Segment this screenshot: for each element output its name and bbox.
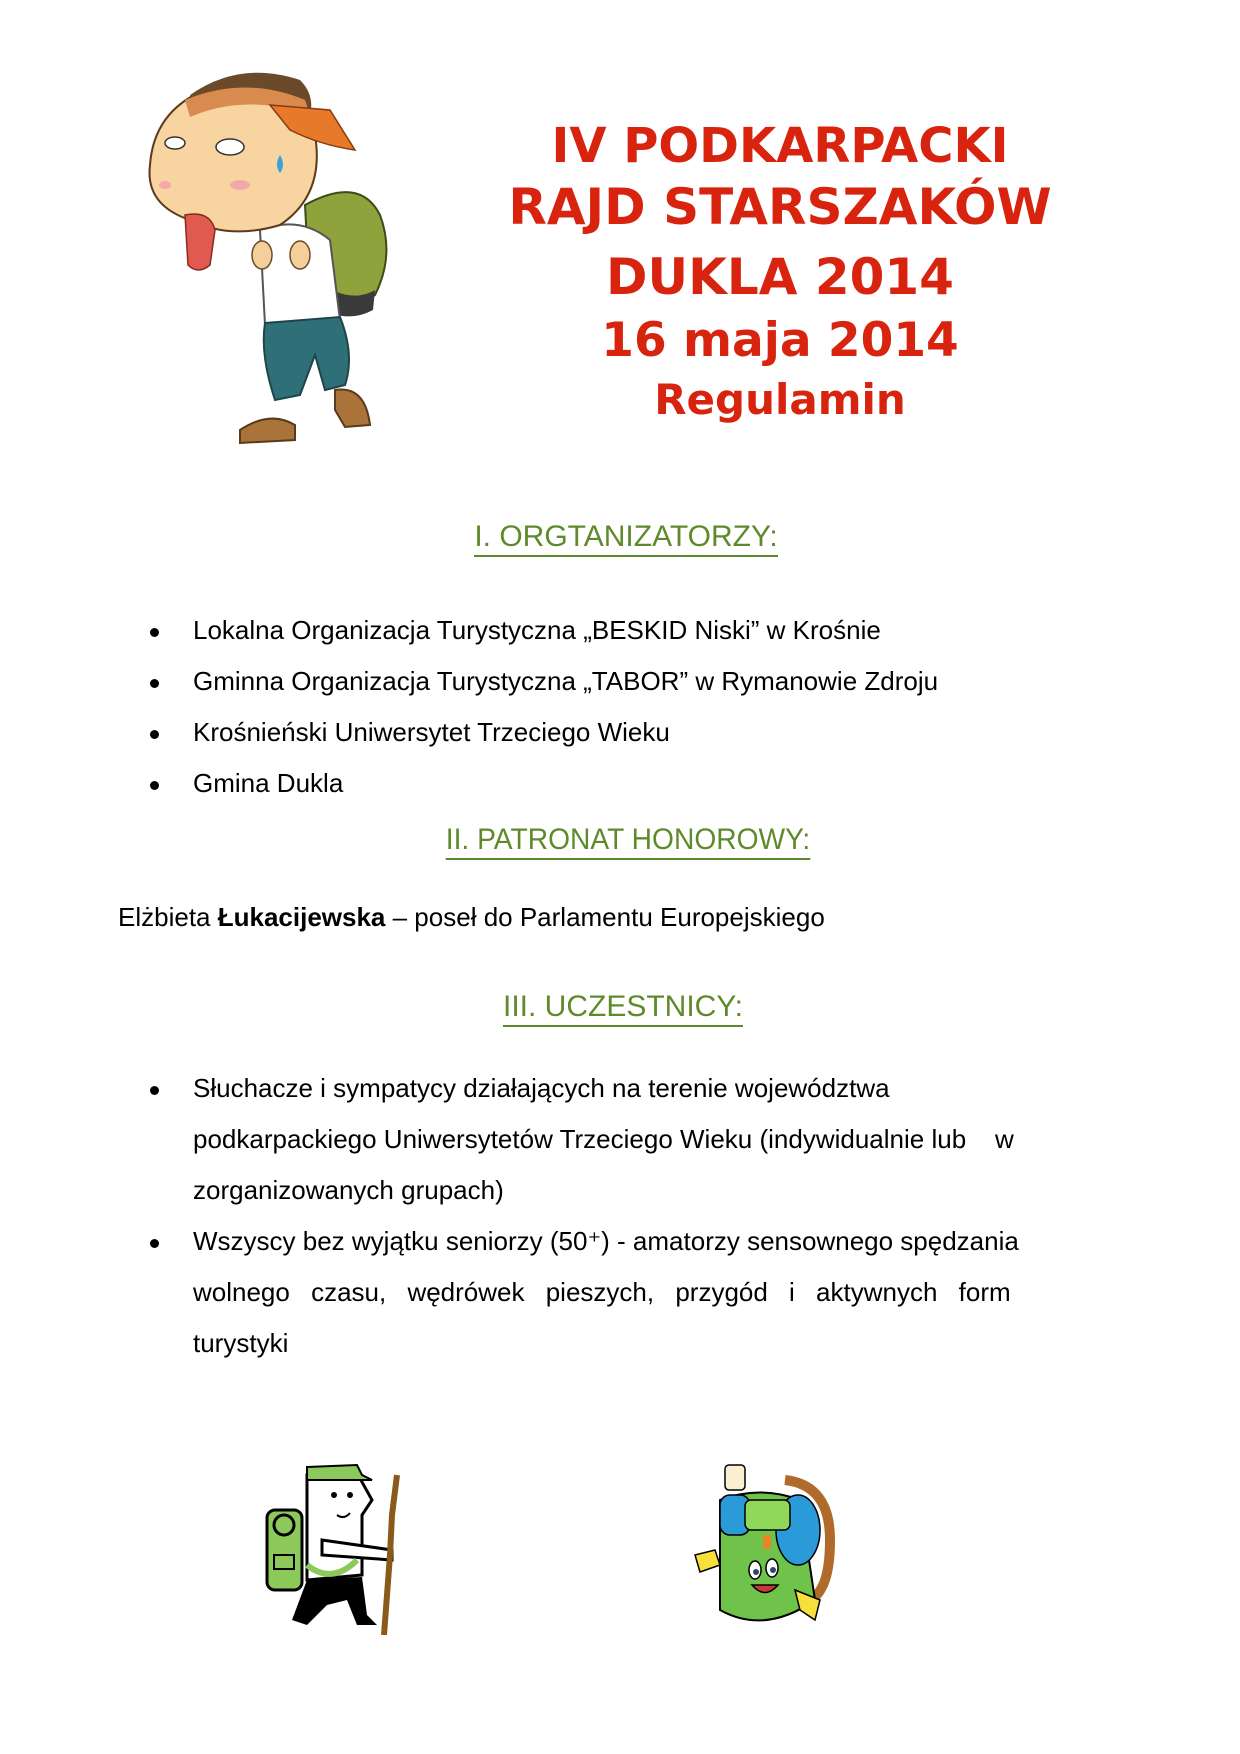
walking-hiker-icon [262, 1455, 422, 1635]
section-heading-participants [3, 990, 1240, 1024]
section-heading-text: II. PATRONAT HONOROWY: [446, 823, 811, 860]
title-line-3: DUKLA 2014 [606, 248, 954, 306]
list-item-line: podkarpackiego Uniwersytetów Trzeciego Wieku (indywidualnie lub w [193, 1124, 1014, 1154]
list-item-line: turystyki [193, 1328, 289, 1358]
list-item-line: zorganizowanych grupach) [193, 1175, 504, 1205]
patron-last-name: Łukacijewska [217, 902, 386, 932]
organizers-list [158, 605, 938, 809]
section-heading-text: I. ORGTANIZATORZY: [474, 520, 777, 557]
event-date: 16 maja 2014 [601, 313, 959, 368]
participants-list [158, 1063, 1118, 1369]
list-item-line: wolnego czasu, wędrówek pieszych, przygód i aktywnych form [193, 1277, 1011, 1307]
document-subtitle: Regulamin [654, 375, 906, 424]
list-item: Lokalna Organizacja Turystyczna „BESKID Niski” w Krośnie [158, 605, 938, 656]
tired-hiker-boy-icon [130, 55, 430, 475]
list-item: Gminna Organizacja Turystyczna „TABOR” w Rymanowie Zdroju [158, 656, 938, 707]
patron-role: – poseł do Parlamentu Europejskiego [392, 902, 825, 932]
list-item: Gmina Dukla [158, 758, 938, 809]
list-item [158, 1216, 1118, 1369]
smiling-backpack-icon [690, 1460, 840, 1630]
list-item [158, 1063, 1118, 1216]
section-heading-organizers [6, 520, 1240, 554]
section-heading-patronage [45, 823, 1211, 857]
title-line-1: IV PODKARPACKI [551, 118, 1009, 174]
title-line-2: RAJD STARSZAKÓW [508, 178, 1052, 236]
list-item-line: Wszyscy bez wyjątku seniorzy (50⁺) - amatorzy sensownego spędzania [193, 1226, 1019, 1256]
list-item: Krośnieński Uniwersytet Trzeciego Wieku [158, 707, 938, 758]
section-heading-text: III. UCZESTNICY: [503, 990, 743, 1027]
list-item-line: Słuchacze i sympatycy działających na terenie województwa [193, 1073, 890, 1103]
patron-first-name: Elżbieta [118, 902, 211, 932]
patron-line [118, 902, 825, 933]
